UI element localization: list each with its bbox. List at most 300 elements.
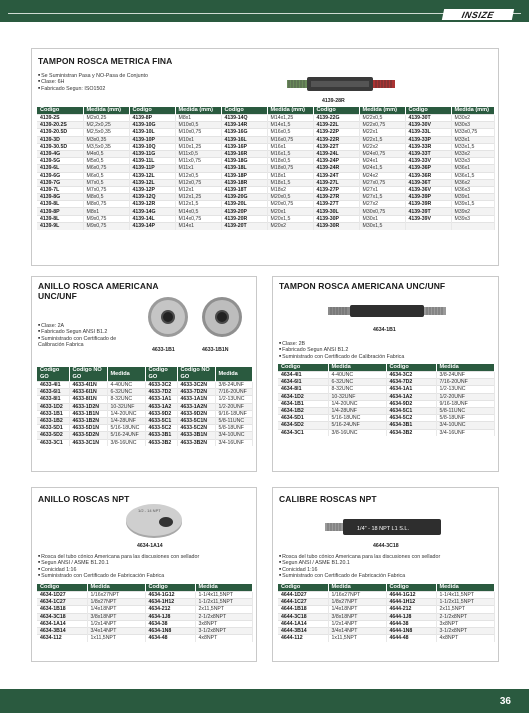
value-cell: 3-1/2x8NPT bbox=[195, 627, 252, 634]
code-cell: 4139-33T bbox=[405, 150, 451, 157]
value-cell: 1-1/2x11,5NPT bbox=[436, 599, 494, 606]
value-cell: 1x11,5NPT bbox=[328, 635, 386, 642]
code-cell: 4139-14Q bbox=[221, 115, 267, 122]
code-cell: 4644-1G12 bbox=[386, 592, 436, 599]
table-row bbox=[37, 158, 494, 165]
table-row bbox=[37, 115, 494, 122]
value-cell: M20x1 bbox=[267, 208, 313, 215]
value-cell: M30x1,5 bbox=[359, 222, 405, 229]
value-cell: 6-32UNC bbox=[328, 379, 386, 386]
code-cell: 4634-3B2 bbox=[386, 429, 436, 436]
top-banner bbox=[0, 0, 529, 22]
table-row bbox=[37, 201, 494, 208]
code-cell: 4633-1D2 bbox=[37, 403, 69, 410]
value-cell: M10x1 bbox=[175, 136, 221, 143]
code-cell: 4644-1C27 bbox=[278, 599, 328, 606]
code-cell: 4139-22R bbox=[313, 136, 359, 143]
code-cell: 4633-8I1N bbox=[69, 396, 107, 403]
column-header: Codigo bbox=[405, 107, 451, 115]
code-cell: 4634-7D2 bbox=[386, 379, 436, 386]
code-cell: 4139-12L bbox=[129, 172, 175, 179]
value-cell: 1/2-20UNF bbox=[436, 393, 494, 400]
column-header: Medida bbox=[107, 367, 145, 382]
bullet-item: ■ Clase: 2A bbox=[38, 323, 138, 329]
code-cell: 4634-1B2 bbox=[278, 407, 328, 414]
code-cell: 4139-8L bbox=[37, 215, 83, 222]
column-header: Medida (mm) bbox=[83, 107, 129, 115]
column-header: Medida (mm) bbox=[175, 107, 221, 115]
code-cell: 4139-12L bbox=[129, 179, 175, 186]
brand-text: INSIZE bbox=[460, 9, 496, 20]
value-cell: 1/16x27NPT bbox=[328, 592, 386, 599]
value-cell: 1/4x18NPT bbox=[87, 606, 145, 613]
value-cell: M20x2 bbox=[267, 222, 313, 229]
table-row bbox=[37, 613, 252, 620]
section-tampon-rosca-americana bbox=[272, 276, 499, 472]
code-cell: 4139-2S bbox=[37, 115, 83, 122]
code-cell: 4139-27R bbox=[313, 194, 359, 201]
page-number: 36 bbox=[499, 696, 511, 707]
code-cell: 4634-38 bbox=[145, 620, 195, 627]
code-cell: 4139-16G bbox=[221, 129, 267, 136]
code-cell: 4644-38 bbox=[386, 620, 436, 627]
code-cell: 4139-30T bbox=[405, 115, 451, 122]
value-cell: M12x1 bbox=[175, 186, 221, 193]
code-cell: 4633-7D2 bbox=[145, 389, 177, 396]
value-cell: M27x1,5 bbox=[359, 194, 405, 201]
bullet-item: ■ Suministrado con Certificado de Fabricación Fabrica bbox=[38, 573, 199, 579]
code-cell: 4139-12P bbox=[129, 186, 175, 193]
table-row bbox=[278, 592, 494, 599]
value-cell: 1/4-28UNF bbox=[107, 417, 145, 424]
value-cell: 1/2x14NPT bbox=[87, 620, 145, 627]
value-cell: 9/16-18UNF bbox=[436, 400, 494, 407]
value-cell: 3/8-16UNC bbox=[328, 429, 386, 436]
table-row bbox=[37, 425, 252, 432]
code-cell: 4633-4I1N bbox=[69, 382, 107, 389]
table-row bbox=[278, 620, 494, 627]
code-cell: 4634-8I1 bbox=[278, 386, 328, 393]
code-cell: 4633-5C1 bbox=[145, 417, 177, 424]
code-cell: 4139-14P bbox=[129, 222, 175, 229]
code-cell: 4633-3C2N bbox=[177, 382, 215, 389]
column-header: Codigo NO GO bbox=[177, 367, 215, 382]
section-title: TAMPON ROSCA METRICA FINA bbox=[38, 56, 173, 66]
value-cell: M8x1 bbox=[83, 208, 129, 215]
code-cell: 4139-24L bbox=[313, 150, 359, 157]
plug-engraving-text: 1/4" - 18 NPT L1 S.L. bbox=[357, 526, 409, 532]
table-row bbox=[37, 179, 494, 186]
value-cell: M9x0,75 bbox=[83, 222, 129, 229]
code-cell: 4644-1D27 bbox=[278, 592, 328, 599]
bullet-item: ■ Suministrado con Certificado de Calibración Fabrica bbox=[279, 354, 404, 360]
value-cell: 2-1/2x8NPT bbox=[436, 613, 494, 620]
value-cell: 1/8x27NPT bbox=[87, 599, 145, 606]
code-cell: 4139-27T bbox=[313, 201, 359, 208]
value-cell: 3x8NPT bbox=[436, 620, 494, 627]
spec-table bbox=[278, 364, 495, 436]
column-header: Codigo bbox=[386, 584, 436, 592]
value-cell: 5/16-24UNF bbox=[107, 432, 145, 439]
plug-gauge-image bbox=[328, 303, 448, 319]
code-cell: 4139-20.2S bbox=[37, 122, 83, 129]
code-cell: 4633-1B1N bbox=[69, 410, 107, 417]
column-header: Codigo NO GO bbox=[69, 367, 107, 382]
code-cell: 4633-3C1N bbox=[69, 439, 107, 446]
code-cell: 4633-5C2N bbox=[177, 425, 215, 432]
value-cell: M30x0,75 bbox=[359, 208, 405, 215]
table-row bbox=[37, 215, 494, 222]
npt-ring-gauge-image bbox=[124, 500, 184, 540]
code-cell: 4139-9L bbox=[37, 222, 83, 229]
code-cell: 4139-8P bbox=[129, 115, 175, 122]
bullet-item: ■ Conicidad 1:16 bbox=[279, 567, 440, 573]
column-header: Codigo bbox=[278, 364, 328, 372]
value-cell: M2,5x0,35 bbox=[83, 129, 129, 136]
code-cell: 4634-1C27 bbox=[37, 599, 87, 606]
value-cell: M20x1,5 bbox=[267, 215, 313, 222]
value-cell: M22x1 bbox=[359, 129, 405, 136]
value-cell: 3/4-16UNF bbox=[215, 439, 252, 446]
code-cell: 4139-39V bbox=[405, 215, 451, 222]
bullet-item: ■ Se Suministran Pasa y NO-Pasa de Conjunto bbox=[38, 73, 148, 79]
value-cell: M36x2 bbox=[451, 179, 494, 186]
npt-plug-gauge-image bbox=[325, 516, 445, 538]
value-cell: M39x1 bbox=[451, 194, 494, 201]
value-cell: M24x1,5 bbox=[359, 165, 405, 172]
code-cell: 4633-5D2 bbox=[37, 432, 69, 439]
table-row bbox=[278, 635, 494, 642]
code-cell: 4139-18G bbox=[221, 158, 267, 165]
value-cell: M22x2 bbox=[359, 143, 405, 150]
column-header: Medida (mm) bbox=[267, 107, 313, 115]
spec-table bbox=[37, 107, 495, 230]
value-cell: M27x2 bbox=[359, 201, 405, 208]
column-header: Codigo GO bbox=[37, 367, 69, 382]
table-row bbox=[37, 439, 252, 446]
code-cell: 4634-1H12 bbox=[145, 599, 195, 606]
code-cell: 4139-36R bbox=[405, 172, 451, 179]
code-cell: 4634-3B1 bbox=[386, 422, 436, 429]
value-cell: M24x1 bbox=[359, 158, 405, 165]
value-cell: 7/16-20UNF bbox=[215, 389, 252, 396]
value-cell: M22x0,5 bbox=[359, 115, 405, 122]
table-row bbox=[37, 222, 494, 229]
image-caption: 4634-1B1 bbox=[373, 327, 396, 333]
value-cell: M36x3 bbox=[451, 186, 494, 193]
value-cell: M11x1 bbox=[175, 165, 221, 172]
table-row bbox=[278, 407, 494, 414]
value-cell: 4x8NPT bbox=[436, 635, 494, 642]
code-cell: 4634-1B18 bbox=[37, 606, 87, 613]
code-cell: 4139-20T bbox=[221, 222, 267, 229]
bullet-item: ■ Segun ANSI / ASME B1.20.1 bbox=[38, 560, 199, 566]
table-row bbox=[278, 613, 494, 620]
value-cell: M39x2 bbox=[451, 208, 494, 215]
value-cell: M27x0,75 bbox=[359, 179, 405, 186]
table-header-row bbox=[37, 367, 252, 382]
value-cell: 5/8-11UNC bbox=[436, 407, 494, 414]
code-cell: 4139-14L bbox=[129, 215, 175, 222]
value-cell: 3-1/2x8NPT bbox=[436, 627, 494, 634]
value-cell: 1/4-28UNF bbox=[328, 407, 386, 414]
table-row bbox=[37, 606, 252, 613]
table-row bbox=[37, 389, 252, 396]
code-cell: 4633-1A1 bbox=[145, 396, 177, 403]
code-cell: 4139-33V bbox=[405, 158, 451, 165]
value-cell: 2x11,5NPT bbox=[195, 606, 252, 613]
code-cell: 4633-1B1 bbox=[37, 410, 69, 417]
value-cell: M24x0,75 bbox=[359, 150, 405, 157]
value-cell: M36x1 bbox=[451, 165, 494, 172]
value-cell: 3/8-24UNF bbox=[215, 382, 252, 389]
code-cell: 4139-33R bbox=[405, 143, 451, 150]
bullet-item: ■ Suministrado con Certificado de Fabricación Fabrica bbox=[279, 573, 440, 579]
value-cell bbox=[451, 222, 494, 229]
bullet-item: ■ Rosca del tubo cónico Americana para las discusiones con sellador bbox=[279, 554, 440, 560]
code-cell: 4139-14G bbox=[129, 208, 175, 215]
table-row bbox=[37, 599, 252, 606]
code-cell: 4634-48 bbox=[145, 635, 195, 642]
value-cell: 3/4-10UNC bbox=[215, 432, 252, 439]
column-header: Medida bbox=[195, 584, 252, 592]
code-cell: 4139-5G bbox=[37, 158, 83, 165]
value-cell: 9/16-18UNF bbox=[215, 410, 252, 417]
section-tampon-rosca-metrica bbox=[31, 48, 499, 266]
code-cell: 4644-1H12 bbox=[386, 599, 436, 606]
code-cell: 4139-18T bbox=[221, 186, 267, 193]
column-header: Medida (mm) bbox=[359, 107, 405, 115]
plug-gauge-image bbox=[287, 73, 397, 95]
bullet-item: ■ Rosca del tubo cónico Americana para las discusiones con sellador bbox=[38, 554, 199, 560]
column-header: Codigo bbox=[221, 107, 267, 115]
value-cell: 3/8-24UNF bbox=[436, 372, 494, 379]
spec-table bbox=[37, 367, 253, 446]
code-cell: 4139-39R bbox=[405, 201, 451, 208]
image-caption: 4634-1A14 bbox=[137, 543, 163, 549]
value-cell: M30x2 bbox=[451, 115, 494, 122]
value-cell: M12x0,75 bbox=[175, 179, 221, 186]
code-cell: 4633-9D2N bbox=[177, 410, 215, 417]
code-cell: 4139-8P bbox=[37, 208, 83, 215]
value-cell: 8-32UNC bbox=[328, 386, 386, 393]
bullet-item: ■ Clase: 2B bbox=[279, 341, 404, 347]
value-cell: 3/4-16UNF bbox=[436, 429, 494, 436]
column-header: Medida bbox=[328, 584, 386, 592]
value-cell: M12x1,25 bbox=[175, 194, 221, 201]
code-cell: 4139-7G bbox=[37, 179, 83, 186]
code-cell: 4644-3B14 bbox=[278, 627, 328, 634]
value-cell: M10x0,75 bbox=[175, 129, 221, 136]
bullet-item: ■ Fabricado Segun ANSI B1.2 bbox=[279, 347, 404, 353]
code-cell: 4139-22T bbox=[313, 143, 359, 150]
code-cell: 4644-1A14 bbox=[278, 620, 328, 627]
value-cell: M33x0,75 bbox=[451, 129, 494, 136]
code-cell: 4139-20.5D bbox=[37, 129, 83, 136]
code-cell: 4644-1N8 bbox=[386, 627, 436, 634]
code-cell: 4139-33P bbox=[405, 136, 451, 143]
bullet-list bbox=[38, 554, 199, 580]
column-header: Codigo bbox=[278, 584, 328, 592]
table-row bbox=[278, 372, 494, 379]
code-cell: 4139-27L bbox=[313, 179, 359, 186]
code-cell: 4139-18L bbox=[221, 165, 267, 172]
value-cell: M4x0,5 bbox=[83, 150, 129, 157]
code-cell: 4633-1A2N bbox=[177, 403, 215, 410]
table-header-row bbox=[278, 584, 494, 592]
code-cell: 4139-20L bbox=[221, 201, 267, 208]
table-row bbox=[278, 415, 494, 422]
value-cell: 10-32UNF bbox=[328, 393, 386, 400]
code-cell: 4139-11G bbox=[129, 150, 175, 157]
code-cell: 4139-30.5D bbox=[37, 143, 83, 150]
value-cell: M18x1 bbox=[267, 172, 313, 179]
table-row bbox=[37, 208, 494, 215]
code-cell: 4139-7L bbox=[37, 186, 83, 193]
bullet-list bbox=[279, 341, 404, 360]
value-cell: 1/4-20UNC bbox=[107, 410, 145, 417]
table-row bbox=[37, 635, 252, 642]
value-cell: 1/4x18NPT bbox=[328, 606, 386, 613]
value-cell: 5/8-18UNF bbox=[436, 415, 494, 422]
table-header-row bbox=[37, 584, 252, 592]
code-cell: 4634-3B14 bbox=[37, 627, 87, 634]
code-cell: 4633-3C2 bbox=[145, 382, 177, 389]
table-row bbox=[278, 393, 494, 400]
code-cell: 4644-1B18 bbox=[278, 606, 328, 613]
code-cell: 4139-24T bbox=[313, 172, 359, 179]
value-cell: 1/2-20UNF bbox=[215, 403, 252, 410]
value-cell: 6-32UNC bbox=[107, 389, 145, 396]
value-cell: 3/4x14NPT bbox=[87, 627, 145, 634]
code-cell: 4139-3D bbox=[37, 136, 83, 143]
code-cell: 4139-12R bbox=[129, 201, 175, 208]
code-cell: 4634-3C2 bbox=[386, 372, 436, 379]
code-cell: 4139-36P bbox=[405, 165, 451, 172]
image-caption: 4644-3C18 bbox=[373, 543, 399, 549]
value-cell: M5x0,5 bbox=[83, 158, 129, 165]
image-caption-go: 4633-1B1 bbox=[152, 347, 175, 353]
value-cell: M2x0,25 bbox=[83, 115, 129, 122]
code-cell: 4139-22L bbox=[313, 122, 359, 129]
bullet-item: ■ Conicidad 1:16 bbox=[38, 567, 199, 573]
value-cell: 1-1/4x11,5NPT bbox=[436, 592, 494, 599]
code-cell: 4139-16L bbox=[221, 136, 267, 143]
value-cell: M33x2 bbox=[451, 150, 494, 157]
spec-table bbox=[37, 584, 253, 642]
code-cell: 4139-22P bbox=[313, 129, 359, 136]
section-title-line: UNC/UNF bbox=[38, 291, 77, 301]
code-cell: 4139-6G bbox=[37, 172, 83, 179]
code-cell: 4634-1N8 bbox=[145, 627, 195, 634]
table-row bbox=[37, 382, 252, 389]
code-cell: 4139-24R bbox=[313, 165, 359, 172]
table-row bbox=[278, 400, 494, 407]
table-row bbox=[37, 172, 494, 179]
column-header: Medida bbox=[436, 584, 494, 592]
value-cell: 5/8-11UNC bbox=[215, 417, 252, 424]
code-cell: 4634-1B1 bbox=[278, 400, 328, 407]
column-header: Medida (mm) bbox=[451, 107, 494, 115]
column-header: Codigo bbox=[145, 584, 195, 592]
section-title: TAMPON ROSCA AMERICANA UNC/UNF bbox=[279, 281, 446, 291]
code-cell: 4139-4G bbox=[37, 150, 83, 157]
code-cell: 4634-5D2 bbox=[278, 422, 328, 429]
value-cell: 1/16x27NPT bbox=[87, 592, 145, 599]
value-cell: M24x2 bbox=[359, 172, 405, 179]
code-cell: 4634-4I1 bbox=[278, 372, 328, 379]
code-cell: 4139-12Q bbox=[129, 194, 175, 201]
code-cell: 4139-14R bbox=[221, 122, 267, 129]
code-cell: 4633-3C1 bbox=[37, 439, 69, 446]
code-cell: 4634-1D2 bbox=[278, 393, 328, 400]
value-cell: M14x0,75 bbox=[175, 215, 221, 222]
value-cell: 10-32UNF bbox=[107, 403, 145, 410]
table-row bbox=[278, 422, 494, 429]
value-cell: 3/8-16UNC bbox=[107, 439, 145, 446]
value-cell: M20x0,75 bbox=[267, 201, 313, 208]
value-cell: M33x1 bbox=[451, 136, 494, 143]
code-cell: 4634-9D2 bbox=[386, 400, 436, 407]
bullet-item: ■ Suministrado con Certificado de Calibración Fabrica bbox=[38, 336, 138, 349]
code-cell: 4139-22G bbox=[313, 115, 359, 122]
code-cell: 4634-6I1 bbox=[278, 379, 328, 386]
column-header: Codigo bbox=[37, 107, 83, 115]
value-cell: M14x0,5 bbox=[175, 208, 221, 215]
code-cell: 4139-10Q bbox=[129, 143, 175, 150]
code-cell: 4633-5C2 bbox=[145, 425, 177, 432]
code-cell: 4139-10G bbox=[129, 122, 175, 129]
value-cell: 7/16-20UNF bbox=[436, 379, 494, 386]
code-cell: 4634-1G12 bbox=[145, 592, 195, 599]
code-cell: 4139-39T bbox=[405, 208, 451, 215]
value-cell: 2x11,5NPT bbox=[436, 606, 494, 613]
code-cell: 4139-36V bbox=[405, 186, 451, 193]
value-cell: M16x1,5 bbox=[267, 150, 313, 157]
value-cell: 1/2x14NPT bbox=[328, 620, 386, 627]
bullet-item: ■ Fabricado Segun: ISO1502 bbox=[38, 86, 148, 92]
value-cell: M36x1,5 bbox=[451, 172, 494, 179]
section-title: ANILLO ROSCAS NPT bbox=[38, 494, 130, 504]
value-cell: 1/2-13UNC bbox=[436, 386, 494, 393]
column-header: Codigo GO bbox=[145, 367, 177, 382]
code-cell: 4644-1J8 bbox=[386, 613, 436, 620]
code-cell: 4633-3B2N bbox=[177, 439, 215, 446]
value-cell: M39x1,5 bbox=[451, 201, 494, 208]
code-cell: 4633-1D2N bbox=[69, 403, 107, 410]
section-calibre-roscas-npt bbox=[272, 487, 499, 662]
table-row bbox=[37, 150, 494, 157]
column-header: Codigo bbox=[386, 364, 436, 372]
code-cell: 4633-6I1 bbox=[37, 389, 69, 396]
code-cell: 4139-11L bbox=[129, 158, 175, 165]
value-cell: 1/8x27NPT bbox=[328, 599, 386, 606]
table-row bbox=[37, 620, 252, 627]
table-row bbox=[37, 186, 494, 193]
value-cell: M6x0,5 bbox=[83, 172, 129, 179]
value-cell: 1-1/2x11,5NPT bbox=[195, 599, 252, 606]
table-row bbox=[278, 599, 494, 606]
bullet-list bbox=[38, 323, 138, 349]
image-caption: 4139-28R bbox=[322, 98, 345, 104]
code-cell: 4633-5D1N bbox=[69, 425, 107, 432]
table-row bbox=[37, 143, 494, 150]
code-cell: 4139-30R bbox=[313, 222, 359, 229]
bottom-banner bbox=[0, 689, 529, 713]
value-cell: M22x0,75 bbox=[359, 122, 405, 129]
code-cell: 4633-1A2 bbox=[145, 403, 177, 410]
code-cell: 4644-112 bbox=[278, 635, 328, 642]
